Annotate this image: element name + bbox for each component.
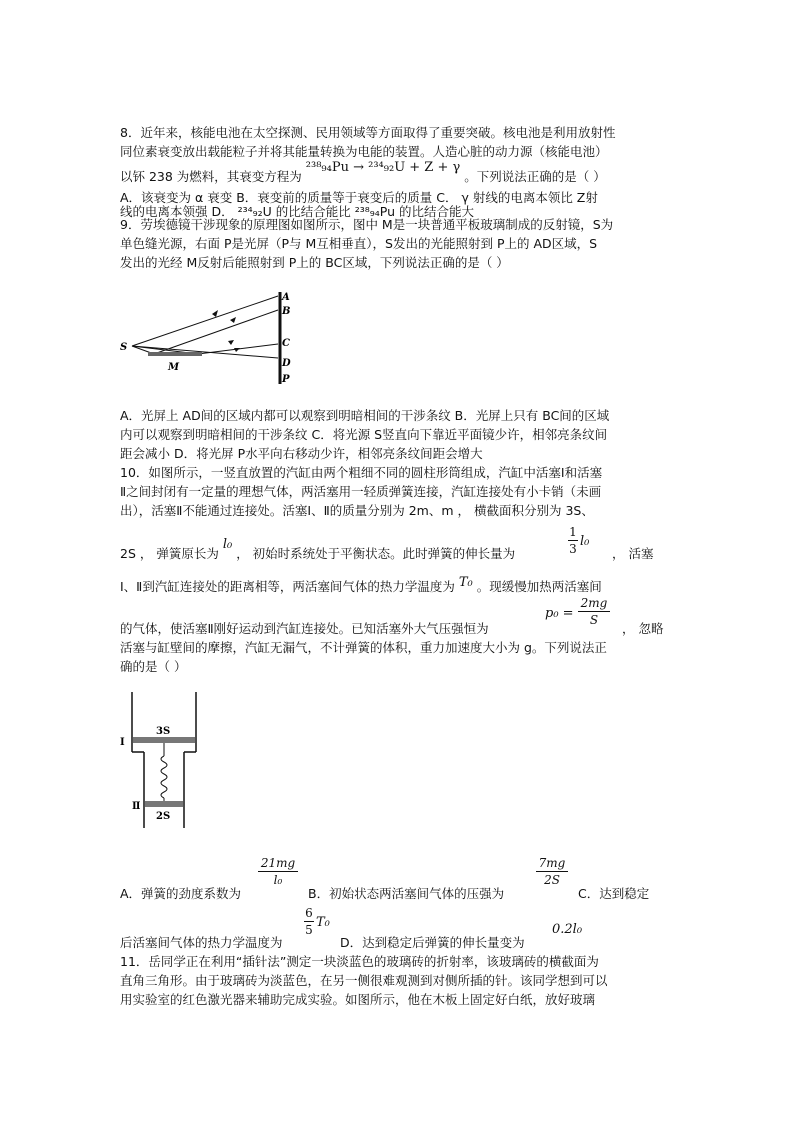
q9-line2: 单色缝光源，右面 P是光屏（P与 M互相垂直），S发出的光能照射到 P上的 AD区域，S xyxy=(120,236,598,251)
q10-frac-third-den: 3 xyxy=(569,542,577,556)
q10-line6 xyxy=(120,620,489,638)
q10-p0-den: S xyxy=(589,613,599,627)
spring xyxy=(161,756,167,798)
q10-optA-den: l₀ xyxy=(273,873,283,887)
q10-optC-frac xyxy=(304,906,314,937)
q10-line5 xyxy=(120,575,602,597)
label-a: A xyxy=(282,292,290,303)
q9-opt2: 内可以观察到明暗相间的干涉条纹 C．将光源 S竖直向下靠近平面镜少许，相邻亮条纹间 xyxy=(120,427,608,442)
q10-p0-frac xyxy=(578,596,610,627)
arrow-2 xyxy=(230,317,236,323)
q10-line4 xyxy=(120,537,516,564)
piston-2 xyxy=(145,801,183,807)
label-piston-i: Ⅰ xyxy=(120,737,125,748)
arrow-3 xyxy=(234,348,240,352)
q10-optC-T0: T₀ xyxy=(316,915,330,930)
q11-line1: 11．岳同学正在利用“插针法”测定一块淡蓝色的玻璃砖的折射率，该玻璃砖的横截面为 xyxy=(120,954,599,969)
q10-optA-num: 21mg xyxy=(260,856,296,870)
q10-optA: A．弹簧的劲度系数为 xyxy=(120,886,242,901)
q9-opt3: 距会减小 D．将光屏 P水平向右移动少许，相邻亮条纹间距会增大 xyxy=(120,446,483,461)
q10-optC2: 后活塞间气体的热力学温度为 xyxy=(120,935,283,950)
ray-to-a xyxy=(132,296,278,346)
q10-frac-third-num: 1 xyxy=(569,525,577,539)
lloyd-mirror-diagram xyxy=(118,288,298,388)
q8-line5: 线的电离本领强 D． ²³⁴₉₂U 的比结合能比 ²³⁸₉₄Pu 的比结合能大 xyxy=(120,204,474,219)
label-2s: 2S xyxy=(156,811,171,822)
q10-optA-frac xyxy=(258,856,298,887)
q8-decay-equation: ²³⁸₉₄Pu → ²³⁴₉₂U + Z + γ xyxy=(305,160,461,175)
label-b: B xyxy=(282,306,291,317)
q10-l0-2: l₀ xyxy=(580,534,590,549)
q10-line5-a: Ⅰ、Ⅱ到汽缸连接处的距离相等，两活塞间气体的热力学温度为 xyxy=(120,579,455,594)
q10-optD-value: 0.2l₀ xyxy=(552,922,583,937)
q8-line3 xyxy=(120,160,606,187)
q10-line4-c: ， 活塞 xyxy=(612,546,654,561)
q10-line6-b: ， 忽略 xyxy=(622,621,664,636)
q10-optC-den: 5 xyxy=(305,923,313,937)
arrow-4 xyxy=(228,340,234,345)
q10-optD: D．达到稳定后弹簧的伸长量变为 xyxy=(340,935,525,950)
q10-optC-bar xyxy=(304,921,314,922)
cylinder-diagram xyxy=(118,690,208,830)
label-m: M xyxy=(168,362,180,373)
q10-T0: T₀ xyxy=(458,575,473,590)
q10-optB-den: 2S xyxy=(544,873,560,887)
q10-optC-num: 6 xyxy=(305,906,313,920)
label-3s: 3S xyxy=(156,726,171,737)
q10-line8: 确的是（ ） xyxy=(120,659,187,674)
q10-optA-bar xyxy=(258,871,298,872)
q10-line3: 出），活塞Ⅱ不能通过连接处。活塞Ⅰ、Ⅱ的质量分别为 2m、m ， 横截面积分别为 3S、 xyxy=(120,503,594,518)
q10-line4-b: ， 初始时系统处于平衡状态。此时弹簧的伸长量为 xyxy=(236,546,516,561)
q10-p0-lhs: p₀ = xyxy=(545,606,574,621)
q8-line3-b: 。下列说法正确的是（ ） xyxy=(464,169,606,184)
q10-p0-num: 2mg xyxy=(580,596,608,610)
q8-line1: 8．近年来，核能电池在太空探测、民用领域等方面取得了重要突破。核电池是利用放射性 xyxy=(120,125,616,140)
q10-l0: l₀ xyxy=(222,537,233,552)
q10-line6-a: 的气体，使活塞Ⅱ刚好运动到汽缸连接处。已知活塞外大气压强恒为 xyxy=(120,621,489,636)
q10-optB-bar xyxy=(536,871,568,872)
q10-line4-a: 2S ， 弹簧原长为 xyxy=(120,546,219,561)
q11-line2: 直角三角形。由于玻璃砖为淡蓝色，在另一侧很难观测到对侧所插的针。该同学想到可以 xyxy=(120,973,608,988)
q10-line5-b: 。现缓慢加热两活塞间 xyxy=(476,579,602,594)
label-d: D xyxy=(282,358,291,369)
label-piston-ii: Ⅱ xyxy=(132,801,141,812)
mirror-m xyxy=(148,352,202,356)
q9-line1: 9．劳埃德镜干涉现象的原理图如图所示，图中 M是一块普通平板玻璃制成的反射镜，S为 xyxy=(120,217,614,232)
q10-optB-frac xyxy=(536,856,568,887)
piston-1 xyxy=(133,737,195,743)
q8-line3-a: 以钚 238 为燃料，其衰变方程为 xyxy=(120,169,302,184)
label-c: C xyxy=(282,338,290,349)
label-s: S xyxy=(120,342,128,353)
q10-frac-third xyxy=(568,525,578,556)
q9-line3: 发出的光经 M反射后能照射到 P上的 BC区域，下列说法正确的是（ ） xyxy=(120,255,509,270)
q10-frac-third-bar xyxy=(568,540,578,541)
q10-line2: Ⅱ之间封闭有一定量的理想气体，两活塞用一轻质弹簧连接，汽缸连接处有小卡销（未画 xyxy=(120,484,602,499)
q8-line4: A．该衰变为 α 衰变 B．衰变前的质量等于衰变后的质量 C． γ 射线的电离本领比 Z射 xyxy=(120,190,598,205)
q10-optB-num: 7mg xyxy=(538,856,566,870)
q10-optB: B．初始状态两活塞间气体的压强为 xyxy=(308,886,505,901)
label-p: P xyxy=(282,374,290,385)
q10-optC: C．达到稳定 xyxy=(578,886,650,901)
arrow-1 xyxy=(212,310,218,317)
q10-line1: 10．如图所示，一竖直放置的汽缸由两个粗细不同的圆柱形筒组成，汽缸中活塞Ⅰ和活塞 xyxy=(120,465,603,480)
q10-line7: 活塞与缸壁间的摩擦，汽缸无漏气，不计弹簧的体积，重力加速度大小为 g。下列说法正 xyxy=(120,640,607,655)
q10-p0-bar xyxy=(578,611,610,612)
q11-line3: 用实验室的红色激光器来辅助完成实验。如图所示，他在木板上固定好白纸，放好玻璃 xyxy=(120,992,596,1007)
q9-opt1: A．光屏上 AD间的区域内都可以观察到明暗相间的干涉条纹 B．光屏上只有 BC间的区域 xyxy=(120,408,610,423)
q8-line2: 同位素衰变放出载能粒子并将其能量转换为电能的装置。人造心脏的动力源（核能电池） xyxy=(120,144,608,159)
